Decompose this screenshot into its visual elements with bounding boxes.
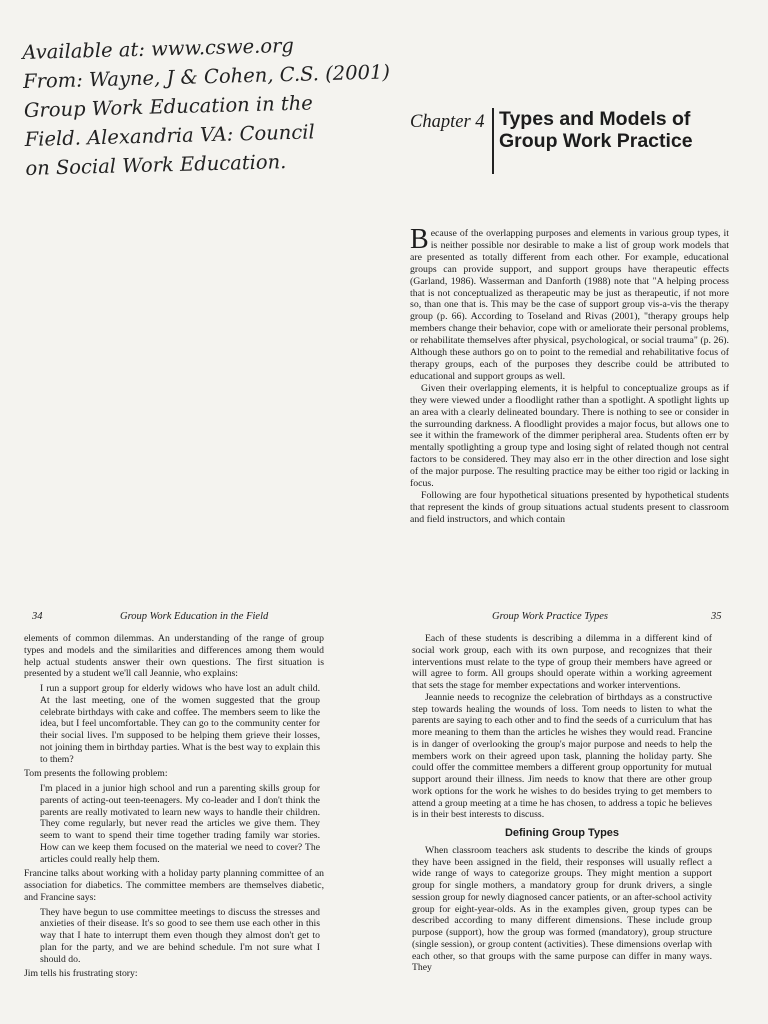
handwritten-line: Group Work Education in the — [23, 91, 314, 122]
section-heading: Defining Group Types — [504, 827, 620, 839]
chapter-title: Types and Models of Group Work Practice — [499, 108, 693, 152]
right-running-title: Group Work Practice Types — [492, 611, 608, 622]
intro-paragraph-text: ecause of the overlapping purposes and elements in various group types, it is neither possible nor desirable to make a list of group work models that are presented as totally different from each other. For example, educational groups can provide support, and support groups have therapeutic effects (Garland, 1986). Wasserman and Danforth (1988) note that "A helping process that is not conceptualized as therapeutic may be just as therapeutic, if not more so, than one that is. This may be the case of support group vis-a-vis the therapy group (p. 66). According to Toseland and Rivas (2001), "therapy groups help members change their behavior, cope with or ameliorate their personal problems, or rehabilitate themselves after physical, psychological, or social trauma" (p. 26). Although these authors go on to point to the remedial and rehabilitative focus of therapy groups, each of the purposes they describe could be attributed to educational and support groups as well. — [410, 228, 729, 382]
body-paragraph: Tom presents the following problem: — [24, 768, 168, 780]
handwritten-line: Field. Alexandria VA: Council — [24, 120, 315, 151]
body-paragraph: Each of these students is describing a dilemma in a different kind of social work group, each with its own purpose, and recognizes that their interventions must relate to the type of group their members have agreed or will agree to form. All groups should operate within a working agreement that sets the stage for member expectations and worker interventions. — [412, 633, 712, 691]
body-paragraph: Jim tells his frustrating story: — [24, 968, 138, 980]
right-page-number: 35 — [711, 611, 722, 622]
block-quote: I'm placed in a junior high school and run a parenting skills group for parents of acting-out teen-teenagers. My co-leader and I don't think the parents are really motivated to learn new ways to handle their children. They come regularly, but never read the articles we give them. They seem to want to spend their time together trading family war stories. How can we keep them focused on the material we need to cover? The articles could really help them. — [40, 783, 320, 865]
handwritten-citation-note — [22, 29, 391, 183]
left-page-column — [24, 633, 324, 980]
chapter-label: Chapter 4 — [410, 112, 485, 132]
body-paragraph: elements of common dilemmas. An understanding of the range of group types and models and the similarities and differences among them would help actual students answer their own questions. The first situation is presented by a student we'll call Jeannie, who explains: — [24, 633, 324, 680]
block-quote: I run a support group for elderly widows who have lost an adult child. At the last meeting, one of the women suggested that the group celebrate birthdays with cake and coffee. The members seem to like the idea, but I feel uncomfortable. They can go to the community center for their social lives. I'm supposed to be helping them grieve their losses, not joining them in birthday parties. What is the best way to explain this to them? — [40, 683, 320, 765]
body-paragraph: Jeannie needs to recognize the celebration of birthdays as a constructive step towards healing the wounds of loss. Tom needs to listen to what the parents are saying to each other and to find the seeds of a curriculum that has more meaning to them than the articles he wishes they would read. Francine is in danger of overlooking the group's major purpose and needs to help the members work on their agreed upon task, planning the holiday party. She could offer the committee members a different group opportunity for mutual support around their illness. Jim needs to know that there are other group work options for the work he wishes to do besides trying to get members to attend a group meeting at a time he has chosen, to address a topic he believes is in their best interests to discuss. — [412, 691, 712, 821]
left-running-title: Group Work Education in the Field — [120, 611, 269, 622]
body-paragraph: Francine talks about working with a holiday party planning committee of an association for diabetics. The committee members are themselves diabetic, and Francine says: — [24, 868, 324, 903]
chapter-divider — [492, 108, 494, 174]
right-page-column — [412, 633, 712, 974]
chapter-intro — [410, 224, 729, 526]
intro-paragraph: Given their overlapping elements, it is helpful to conceptualize groups as if they were viewed under a floodlight rather than a spotlight. A spotlight lights up an area with a clearly delineated boundary. There is nothing to see or consider in the surrounding darkness. A floodlight provides a major focus, but allows one to see it within the framework of the dimmer peripheral area. Students often err by mentally spotlighting a group type and losing sight of related though not central factors to be considered. They may also err in the other direction and lose sight of the major purpose. The resulting practice may be either too rigid or lacking in focus. — [410, 382, 729, 490]
block-quote: They have begun to use committee meetings to discuss the stresses and anxieties of their disease. It's so good to see them use each other in this way that I hate to interrupt them even though they almost don't get to plan for the party, and we are behind schedule. I'm not sure what I should do. — [40, 906, 320, 965]
handwritten-line: on Social Work Education. — [25, 150, 287, 180]
handwritten-line: Available at: www.cswe.org — [22, 33, 295, 64]
left-page-number: 34 — [32, 611, 43, 622]
handwritten-line: From: Wayne, J & Cohen, C.S. (2001) — [22, 60, 391, 93]
intro-paragraph — [410, 224, 729, 383]
body-paragraph: When classroom teachers ask students to describe the kinds of groups they have been assigned in the field, their responses will usually reflect a wide range of ways to categorize groups. They might mention a support group for single mothers, a mandatory group for drunk drivers, a single session group for newly diagnosed cancer patients, or an after-school activity group for eight-year-olds. As in the examples given, group types can be described according to many different dimensions. These include group purpose (support), how the group was formed (mandatory), group structure (single session), or group content (activities). These dimensions overlap with each other, so that groups with the same purpose can differ in many ways. They — [412, 844, 712, 974]
intro-paragraph: Following are four hypothetical situations presented by hypothetical students that represent the kinds of group situations actual students present to classroom and field instructors, and which contain — [410, 489, 729, 525]
drop-cap: B — [410, 224, 429, 255]
